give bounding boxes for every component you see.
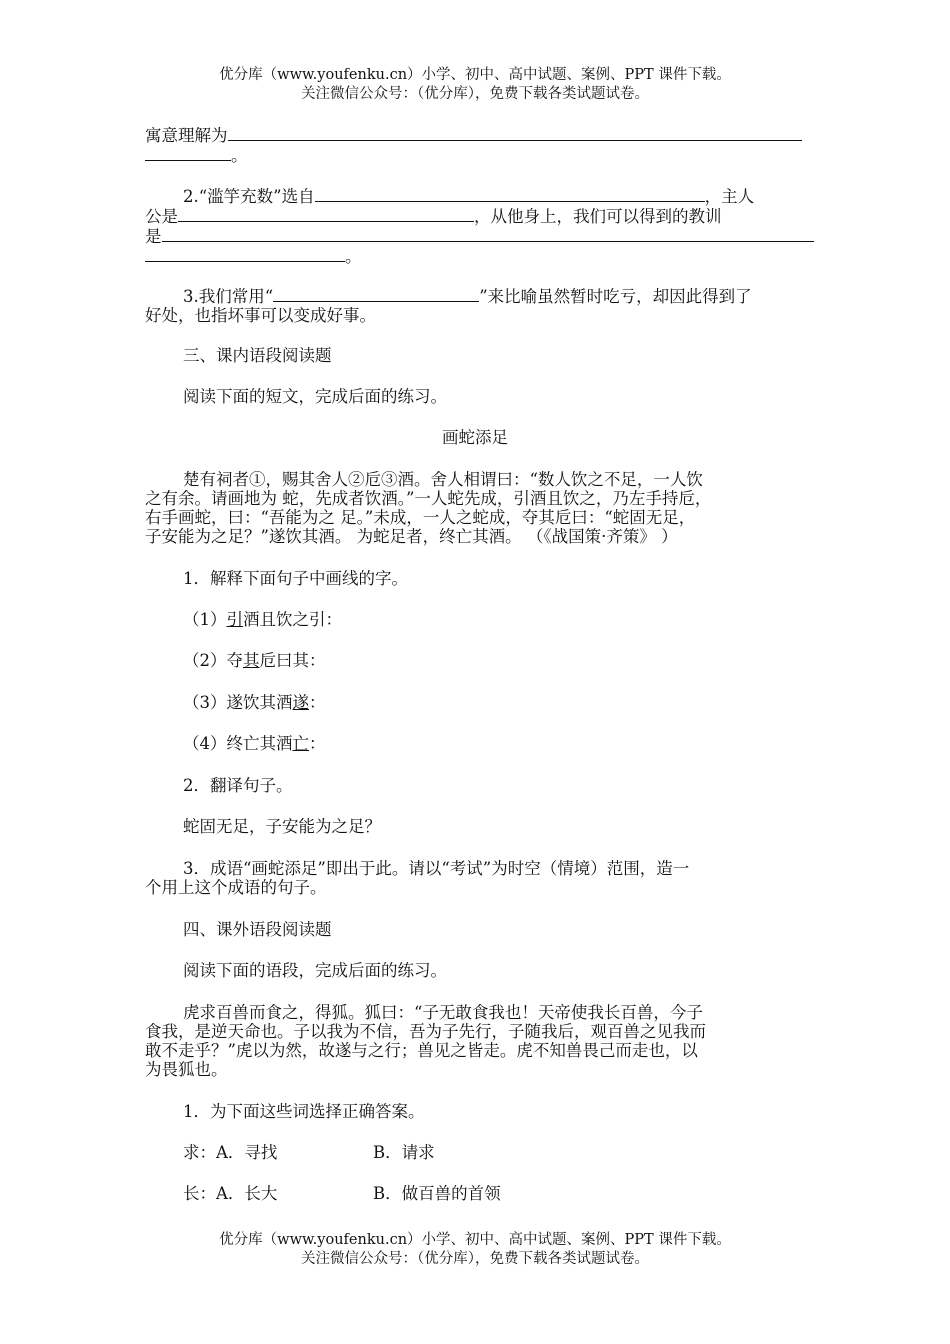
- s3-question-3-line-1: 3．成语“画蛇添足”即出于此。请以“考试”为时空（情境）范围，造一: [183, 859, 690, 878]
- section-3-title: 三、课内语段阅读题: [183, 346, 332, 365]
- underlined-char: 遂: [292, 693, 309, 712]
- question-2-line-3: [145, 226, 815, 246]
- answer-blank[interactable]: [145, 246, 345, 262]
- passage-title: 画蛇添足: [442, 428, 508, 447]
- s3-question-2: 2．翻译句子。: [183, 776, 293, 795]
- answer-blank[interactable]: [178, 206, 474, 222]
- header-line-2: 关注微信公众号：（优分库），免费下载各类试题试卷。: [301, 86, 649, 102]
- section-4-intro: 阅读下面的语段，完成后面的练习。: [183, 961, 447, 980]
- meaning-prefix: 寓意理解为: [145, 126, 228, 145]
- underlined-char: 亡: [292, 734, 309, 753]
- choice-b: B．做百兽的首领: [373, 1184, 501, 1203]
- q3-text-a: 3.我们常用“: [183, 287, 274, 306]
- answer-blank[interactable]: [145, 145, 231, 161]
- q2-text-e: 是: [145, 227, 162, 246]
- footer-line-2: 关注微信公众号：（优分库），免费下载各类试题试卷。: [301, 1251, 649, 1267]
- item-pre: （1）: [183, 610, 227, 629]
- footer-line-1: 优分库（www.youfenku.cn）小学、初中、高中试题、案例、PPT 课件下载。: [219, 1232, 731, 1248]
- item-post: 酒且饮之引：: [243, 610, 342, 629]
- item-pre: （4）终亡其酒: [183, 734, 293, 753]
- meaning-line-2: [145, 145, 815, 165]
- s4-passage-line: 虎求百兽而食之，得狐。狐曰：“子无敢食我也！天帝使我长百兽，今子: [183, 1003, 703, 1022]
- s4-passage-line: 敢不走乎？”虎以为然，故遂与之行；兽见之皆走。虎不知兽畏己而走也，以: [145, 1041, 698, 1060]
- period: 。: [231, 146, 248, 165]
- question-2-line-4: [145, 246, 815, 266]
- s3-item-3: [183, 693, 853, 712]
- item-pre: （2）夺: [183, 651, 243, 670]
- question-3-line-2: 好处，也指坏事可以变成好事。: [145, 306, 376, 325]
- choice-b: B．请求: [373, 1143, 435, 1162]
- s3-question-2-sentence: 蛇固无足，子安能为之足？: [183, 817, 381, 836]
- s3-item-1: [183, 610, 853, 629]
- period: 。: [345, 247, 362, 266]
- answer-blank[interactable]: [315, 186, 705, 202]
- s3-item-2: [183, 651, 853, 670]
- passage-line: 右手画蛇，曰：“吾能为之 足。”未成，一人之蛇成，夺其卮曰：“蛇固无足，: [145, 508, 696, 527]
- item-post: ：: [309, 734, 326, 753]
- choice-a: 长：A．长大: [183, 1184, 278, 1203]
- s4-passage-line: 为畏狐也。: [145, 1060, 228, 1079]
- passage-line: 子安能为之足？”遂饮其酒。 为蛇足者，终亡其酒。 （《战国策·齐策》 ）: [145, 527, 678, 546]
- question-2-line-2: [145, 206, 815, 226]
- underlined-char: 其: [243, 651, 260, 670]
- section-3-intro: 阅读下面的短文，完成后面的练习。: [183, 387, 447, 406]
- q2-text-d: ，从他身上，我们可以得到的教训: [474, 207, 722, 226]
- section-4-title: 四、课外语段阅读题: [183, 920, 332, 939]
- item-post: ：: [309, 693, 326, 712]
- question-2-line-1: [183, 186, 853, 206]
- q2-text-b: ，主人: [704, 187, 755, 206]
- header-line-1: 优分库（www.youfenku.cn）小学、初中、高中试题、案例、PPT 课件下载。: [219, 67, 731, 83]
- passage-line: 之有余。请画地为 蛇，先成者饮酒。”一人蛇先成，引酒且饮之，乃左手持卮，: [145, 489, 712, 508]
- meaning-line: [145, 125, 815, 145]
- q2-text-a: 2.“滥竽充数”选自: [183, 187, 315, 206]
- answer-blank[interactable]: [273, 286, 479, 302]
- s4-passage-line: 食我，是逆天命也。子以我为不信，吾为子先行，子随我后，观百兽之见我而: [145, 1022, 706, 1041]
- choice-row-2: [183, 1184, 853, 1203]
- item-post: 卮曰其：: [259, 651, 326, 670]
- s3-question-3-line-2: 个用上这个成语的句子。: [145, 878, 327, 897]
- choice-row-1: [183, 1143, 853, 1162]
- q3-text-b: ”来比喻虽然暂时吃亏，却因此得到了: [479, 287, 752, 306]
- answer-blank[interactable]: [228, 125, 802, 141]
- underlined-char: 引: [226, 610, 243, 629]
- passage-line: 楚有祠者①，赐其舍人②卮③酒。舍人相谓曰：“数人饮之不足，一人饮: [183, 470, 703, 489]
- question-3-line-1: [183, 286, 853, 306]
- s3-question-1: 1．解释下面句子中画线的字。: [183, 569, 408, 588]
- choice-a: 求：A．寻找: [183, 1143, 278, 1162]
- q2-text-c: 公是: [145, 207, 178, 226]
- answer-blank[interactable]: [162, 226, 814, 242]
- item-pre: （3）遂饮其酒: [183, 693, 293, 712]
- s3-item-4: [183, 734, 853, 753]
- s4-question-1: 1．为下面这些词选择正确答案。: [183, 1102, 425, 1121]
